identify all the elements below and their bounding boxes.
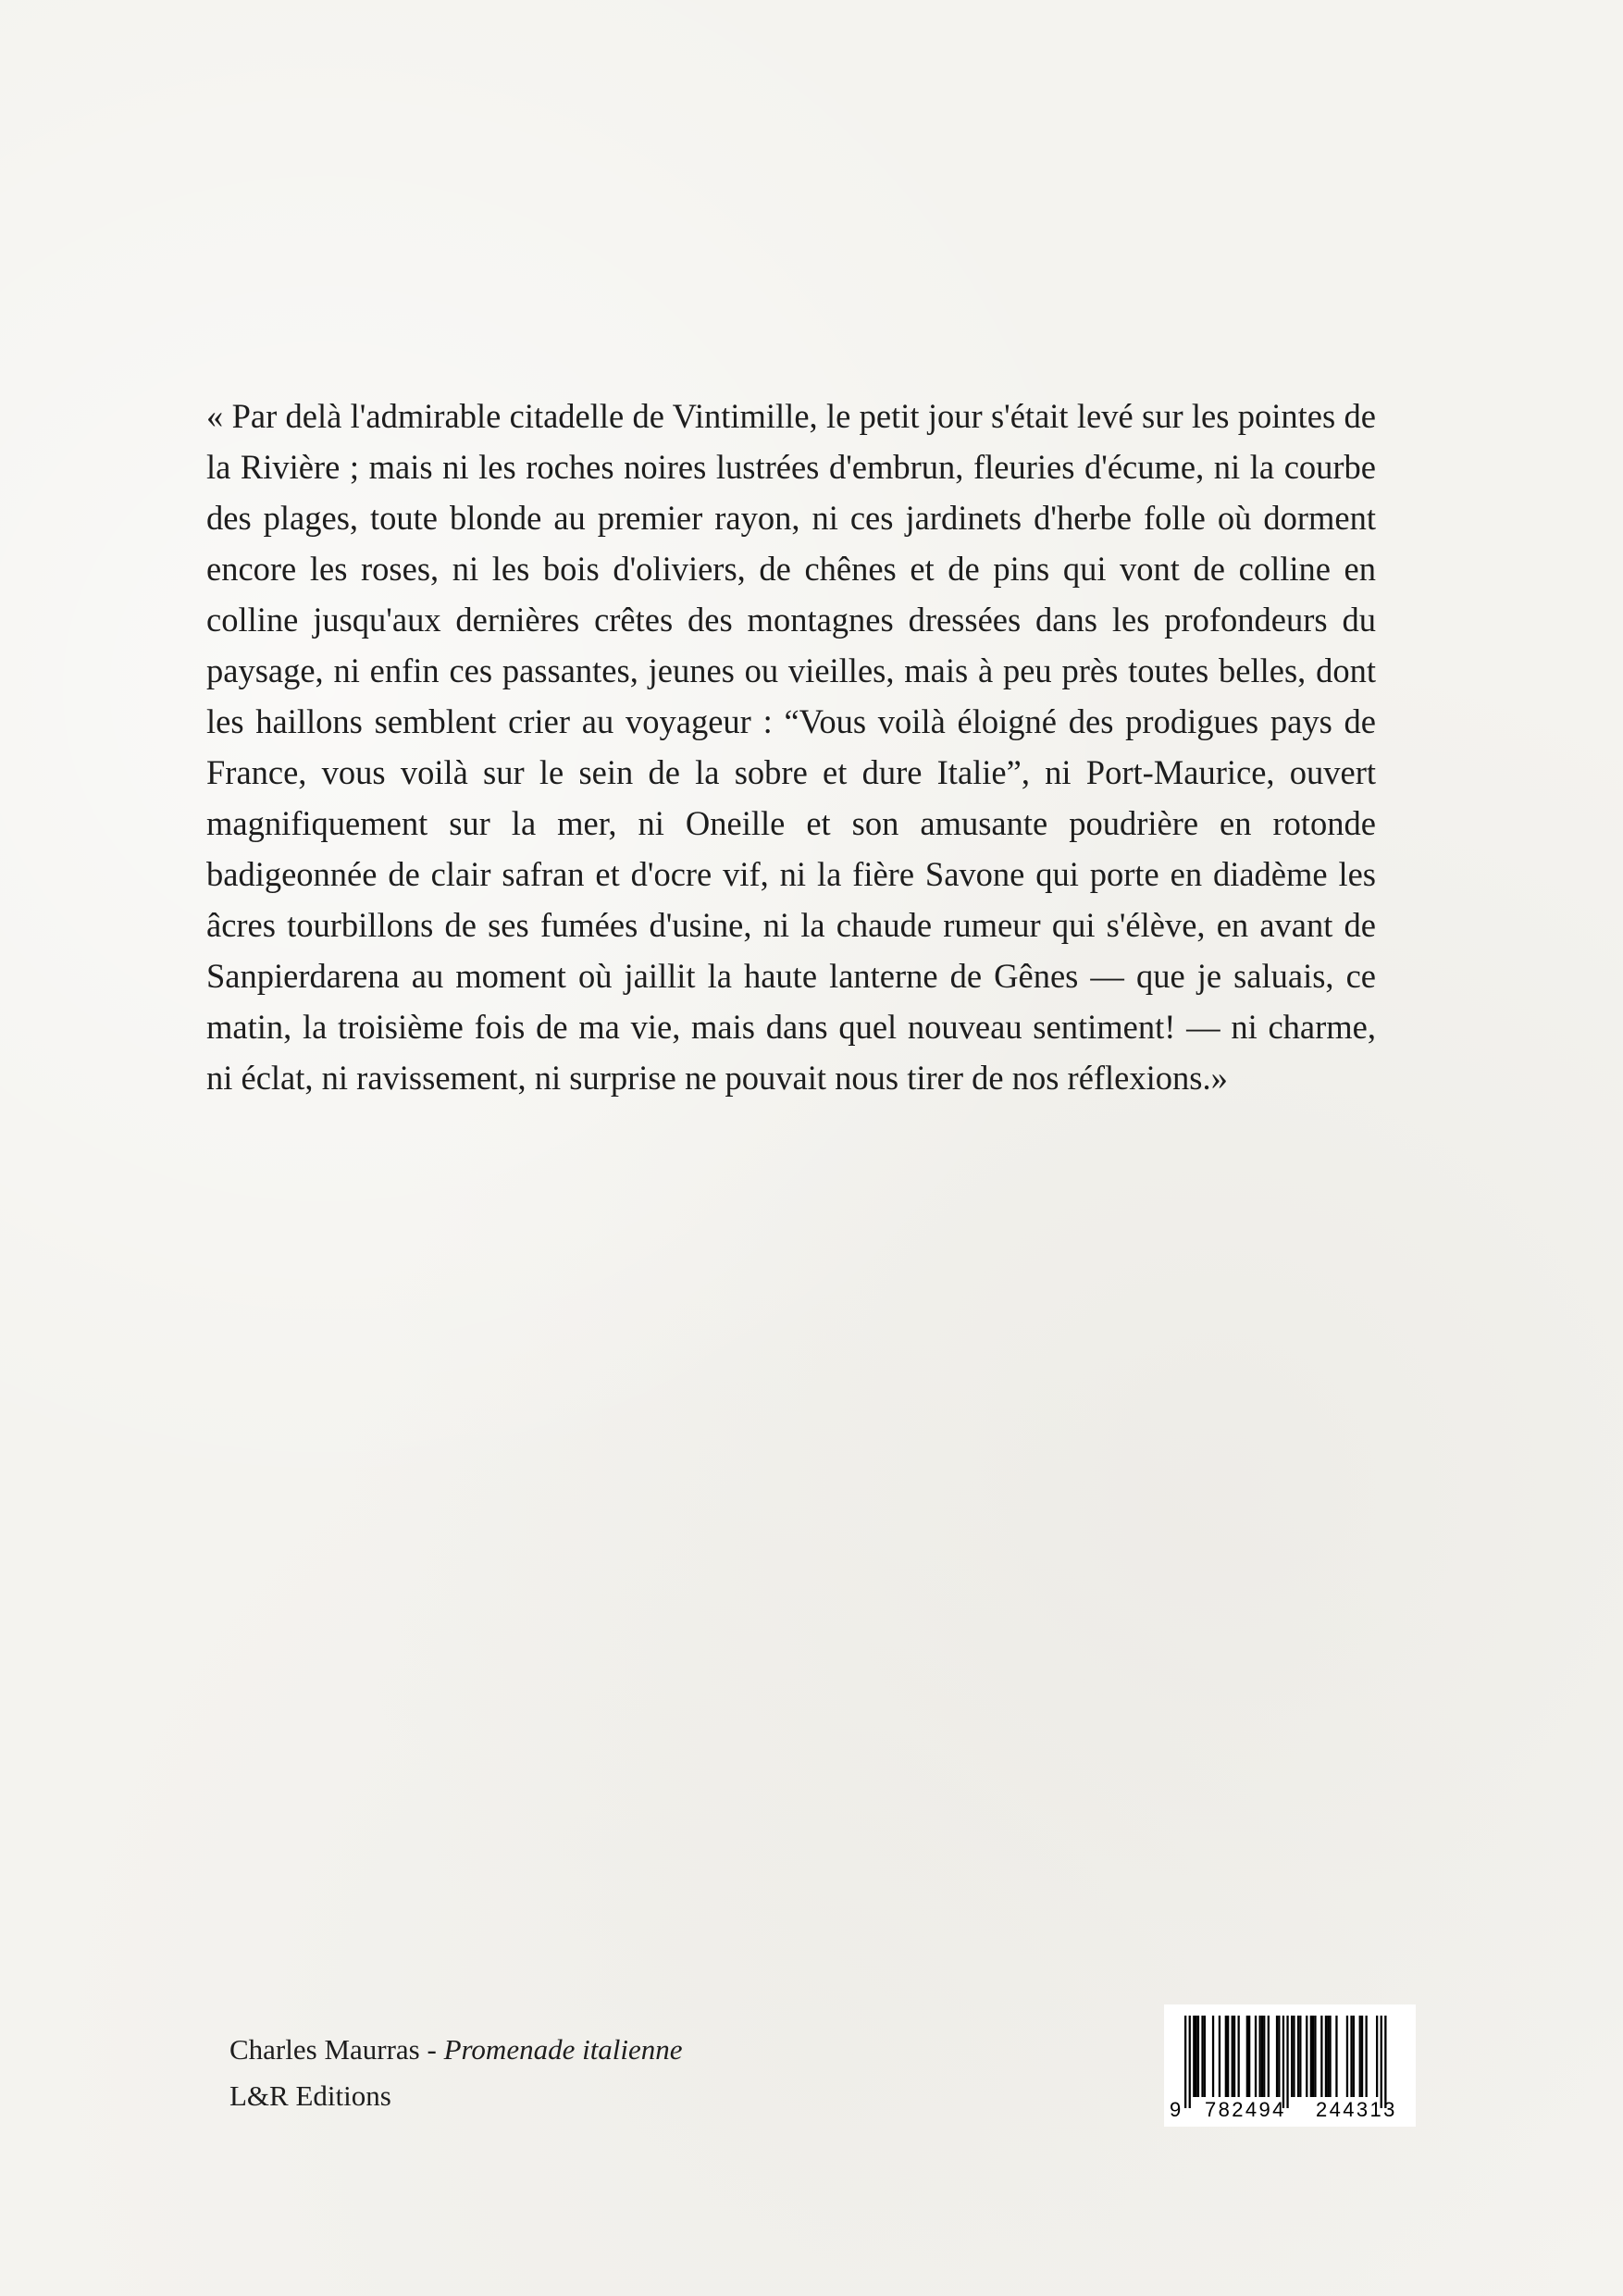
barcode-bar: [1325, 2016, 1327, 2097]
barcode-bar: [1353, 2016, 1355, 2097]
isbn-right-digits: 244313: [1316, 2098, 1397, 2121]
barcode-bar: [1381, 2016, 1382, 2108]
barcode-bar: [1189, 2016, 1191, 2108]
isbn-left-digits: 782494: [1205, 2098, 1286, 2121]
barcode-bar: [1233, 2016, 1235, 2097]
barcode-bar: [1350, 2016, 1352, 2097]
barcode-bar: [1201, 2016, 1203, 2097]
barcode-bar: [1259, 2016, 1261, 2097]
barcode-bar: [1246, 2016, 1248, 2097]
barcode-bar: [1361, 2016, 1363, 2097]
barcode-bar: [1197, 2016, 1199, 2097]
isbn-lead-digit: 9: [1170, 2098, 1182, 2121]
barcode-bar: [1286, 2016, 1288, 2108]
credits-block: [229, 2027, 683, 2119]
barcode-bar: [1376, 2016, 1378, 2097]
barcode-bar: [1306, 2016, 1307, 2097]
barcode-bar: [1212, 2016, 1214, 2097]
author-title-line: [229, 2027, 683, 2073]
barcode-bar: [1193, 2016, 1195, 2097]
quote-paragraph: « Par delà l'admirable citadelle de Vintimille, le petit jour s'était levé sur les pointes de la Rivière ; mais ni les roches noires lustrées d'embrun, fleuries d'écume, ni la courbe des plages, toute blonde au premier rayon, ni ces jardinets d'herbe folle où dorment encore les roses, ni les bois d'oliviers, de chênes et de pins qui vont de colline en colline jusqu'aux dernières crêtes des montagnes dressées dans les profondeurs du paysage, ni enfin ces passantes, jeunes ou vieilles, mais à peu près toutes belles, dont les haillons semblent crier au voyageur : “Vous voilà éloigné des prodigues pays de France, vous voilà sur le sein de la sobre et dure Italie”, ni Port-Maurice, ouvert magnifiquement sur la mer, ni Oneille et son amusante poudrière en rotonde badigeonnée de clair safran et d'ocre vif, ni la fière Savone qui porte en diadème les âcres tourbillons de ses fumées d'usine, ni la chaude rumeur qui s'élève, en avant de Sanpierdarena au moment où jaillit la haute lanterne de Gênes — que je saluais, ce matin, la troisième fois de ma vie, mais dans quel nouveau sentiment! — ni charme, ni éclat, ni ravissement, ni surprise ne pouvait nous tirer de nos réflexions.»: [206, 397, 1376, 1097]
barcode-bar: [1359, 2016, 1361, 2097]
barcode-bar: [1297, 2016, 1299, 2097]
barcode-bar: [1291, 2016, 1293, 2097]
barcode-bar: [1312, 2016, 1314, 2097]
barcode-bar: [1346, 2016, 1348, 2097]
barcode-bar: [1248, 2016, 1250, 2097]
barcode-bar: [1232, 2016, 1233, 2097]
barcode-bar: [1196, 2016, 1197, 2097]
isbn-barcode: [1164, 2004, 1416, 2127]
barcode-bar: [1320, 2016, 1322, 2097]
barcode-bar: [1293, 2016, 1295, 2097]
barcode-bar: [1261, 2016, 1263, 2097]
barcode-bar: [1314, 2016, 1316, 2097]
barcode-bar: [1225, 2016, 1227, 2097]
credits-separator: -: [419, 2033, 444, 2066]
barcode-bar: [1329, 2016, 1331, 2097]
barcode-bar: [1282, 2016, 1284, 2108]
barcode-bar: [1238, 2016, 1240, 2097]
author-name: Charles Maurras: [229, 2033, 420, 2066]
isbn-number: [1164, 2097, 1416, 2123]
barcode-bar: [1219, 2016, 1220, 2097]
barcode-bar: [1255, 2016, 1257, 2097]
barcode-bar: [1263, 2016, 1265, 2097]
barcode-bar: [1227, 2016, 1229, 2097]
barcode-bar: [1335, 2016, 1337, 2097]
barcode-bar: [1366, 2016, 1368, 2097]
barcode-bar: [1276, 2016, 1278, 2097]
barcode-bar: [1299, 2016, 1301, 2097]
barcode-bar: [1268, 2016, 1270, 2097]
book-title: Promenade italienne: [443, 2033, 683, 2066]
publisher-name: L&R Editions: [229, 2079, 391, 2112]
barcode-bar: [1184, 2016, 1186, 2108]
barcode-bar: [1278, 2016, 1280, 2097]
barcode-bar: [1384, 2016, 1386, 2108]
barcode-bar: [1327, 2016, 1329, 2097]
barcode-bar: [1204, 2016, 1206, 2097]
barcode-bar: [1310, 2016, 1312, 2097]
